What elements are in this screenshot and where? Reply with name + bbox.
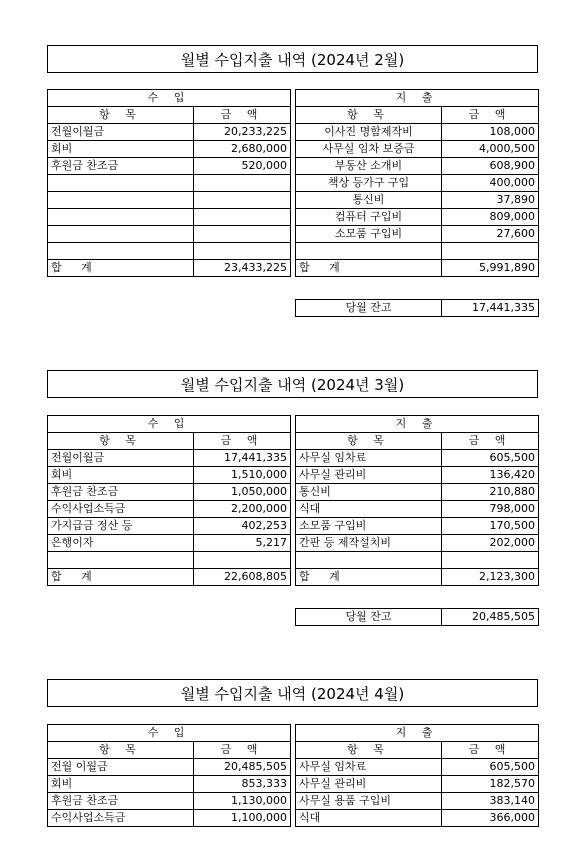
- row-item: [48, 226, 194, 243]
- income-table: [47, 724, 291, 827]
- table-row: [296, 158, 539, 175]
- income-header: 수 입: [48, 725, 291, 742]
- row-item: 사무실 임차료: [296, 450, 442, 467]
- table-row: [48, 158, 291, 175]
- row-amount: 1,050,000: [194, 484, 291, 501]
- table-row: [296, 243, 539, 260]
- row-amount: 20,485,505: [194, 759, 291, 776]
- table-row: [296, 810, 539, 827]
- row-amount: 182,570: [442, 776, 539, 793]
- row-item: 수익사업소득금: [48, 501, 194, 518]
- table-row: [48, 175, 291, 192]
- expense-header: 지 출: [296, 416, 539, 433]
- table-row: [48, 124, 291, 141]
- table-row: [48, 810, 291, 827]
- total-label: 합 계: [296, 260, 442, 277]
- table-row: [296, 124, 539, 141]
- row-item: 통신비: [296, 192, 442, 209]
- table-row: [48, 226, 291, 243]
- row-item: 부동산 소개비: [296, 158, 442, 175]
- row-item: 회비: [48, 467, 194, 484]
- row-amount: 17,441,335: [194, 450, 291, 467]
- col-item-header: 항 목: [296, 433, 442, 450]
- row-amount: 27,600: [442, 226, 539, 243]
- balance-table: [295, 299, 539, 317]
- row-item: 컴퓨터 구입비: [296, 209, 442, 226]
- section-title: 월별 수입지출 내역 (2024년 2월): [47, 45, 538, 73]
- row-amount: 1,100,000: [194, 810, 291, 827]
- col-item-header: 항 목: [48, 433, 194, 450]
- row-amount: 4,000,500: [442, 141, 539, 158]
- row-amount: 5,217: [194, 535, 291, 552]
- row-amount: [194, 192, 291, 209]
- row-item: [48, 175, 194, 192]
- total-row: [296, 569, 539, 586]
- row-amount: 608,900: [442, 158, 539, 175]
- row-amount: 37,890: [442, 192, 539, 209]
- row-item: 간판 등 제작설치비: [296, 535, 442, 552]
- row-item: 은행이자: [48, 535, 194, 552]
- section-title: 월별 수입지출 내역 (2024년 4월): [47, 679, 538, 707]
- total-row: [48, 260, 291, 277]
- expense-total: 5,991,890: [442, 260, 539, 277]
- col-item-header: 항 목: [296, 107, 442, 124]
- table-row: [48, 141, 291, 158]
- table-row: [296, 484, 539, 501]
- table-row: [296, 501, 539, 518]
- row-item: [48, 552, 194, 569]
- row-item: [48, 192, 194, 209]
- row-item: 사무실 임차료: [296, 759, 442, 776]
- row-amount: 170,500: [442, 518, 539, 535]
- col-amount-header: 금 액: [442, 107, 539, 124]
- row-item: 수익사업소득금: [48, 810, 194, 827]
- expense-header: 지 출: [296, 90, 539, 107]
- row-item: 후원금 찬조금: [48, 158, 194, 175]
- row-item: 회비: [48, 776, 194, 793]
- row-amount: 383,140: [442, 793, 539, 810]
- row-amount: 108,000: [442, 124, 539, 141]
- row-amount: 798,000: [442, 501, 539, 518]
- row-item: 후원금 찬조금: [48, 793, 194, 810]
- row-item: 회비: [48, 141, 194, 158]
- table-row: [48, 467, 291, 484]
- table-row: [48, 484, 291, 501]
- income-header: 수 입: [48, 416, 291, 433]
- balance-label: 당월 잔고: [296, 609, 442, 626]
- table-row: [296, 535, 539, 552]
- row-amount: 400,000: [442, 175, 539, 192]
- col-amount-header: 금 액: [194, 107, 291, 124]
- row-amount: [194, 209, 291, 226]
- row-amount: 366,000: [442, 810, 539, 827]
- row-amount: 2,200,000: [194, 501, 291, 518]
- row-item: 사무실 관리비: [296, 467, 442, 484]
- row-amount: [194, 552, 291, 569]
- row-amount: 605,500: [442, 450, 539, 467]
- table-row: [48, 209, 291, 226]
- row-amount: 809,000: [442, 209, 539, 226]
- table-row: [296, 450, 539, 467]
- row-amount: [442, 552, 539, 569]
- balance-label: 당월 잔고: [296, 300, 442, 317]
- total-label: 합 계: [296, 569, 442, 586]
- table-row: [296, 518, 539, 535]
- table-row: [48, 192, 291, 209]
- table-row: [296, 793, 539, 810]
- row-item: [48, 209, 194, 226]
- table-row: [48, 776, 291, 793]
- table-row: [48, 552, 291, 569]
- income-header: 수 입: [48, 90, 291, 107]
- row-amount: 20,233,225: [194, 124, 291, 141]
- table-row: [296, 192, 539, 209]
- row-item: 식대: [296, 810, 442, 827]
- table-row: [296, 552, 539, 569]
- balance-value: 20,485,505: [442, 609, 539, 626]
- row-item: 소모품 구입비: [296, 518, 442, 535]
- row-item: 전월 이월금: [48, 759, 194, 776]
- row-item: 소모품 구입비: [296, 226, 442, 243]
- row-amount: [194, 226, 291, 243]
- row-item: 식대: [296, 501, 442, 518]
- section-title: 월별 수입지출 내역 (2024년 3월): [47, 370, 538, 398]
- total-row: [48, 569, 291, 586]
- row-amount: 136,420: [442, 467, 539, 484]
- row-amount: [194, 175, 291, 192]
- table-row: [48, 450, 291, 467]
- col-amount-header: 금 액: [194, 433, 291, 450]
- table-row: [48, 243, 291, 260]
- row-amount: 1,510,000: [194, 467, 291, 484]
- total-row: [296, 260, 539, 277]
- expense-header: 지 출: [296, 725, 539, 742]
- row-item: 책상 등가구 구입: [296, 175, 442, 192]
- row-item: 전월이월금: [48, 450, 194, 467]
- row-amount: 210,880: [442, 484, 539, 501]
- income-total: 23,433,225: [194, 260, 291, 277]
- col-amount-header: 금 액: [194, 742, 291, 759]
- row-amount: 202,000: [442, 535, 539, 552]
- table-row: [48, 793, 291, 810]
- col-amount-header: 금 액: [442, 742, 539, 759]
- row-item: 이사진 명함제작비: [296, 124, 442, 141]
- balance-table: [295, 608, 539, 626]
- expense-table: [295, 89, 539, 277]
- table-row: [296, 759, 539, 776]
- row-item: 전월이월금: [48, 124, 194, 141]
- income-table: [47, 415, 291, 586]
- row-item: [296, 243, 442, 260]
- table-row: [48, 759, 291, 776]
- row-item: 가지급금 정산 등: [48, 518, 194, 535]
- row-amount: 605,500: [442, 759, 539, 776]
- row-amount: 520,000: [194, 158, 291, 175]
- row-amount: 402,253: [194, 518, 291, 535]
- col-amount-header: 금 액: [442, 433, 539, 450]
- balance-value: 17,441,335: [442, 300, 539, 317]
- table-row: [48, 518, 291, 535]
- row-amount: [194, 243, 291, 260]
- expense-table: [295, 415, 539, 586]
- row-item: [296, 552, 442, 569]
- row-item: 사무실 용품 구입비: [296, 793, 442, 810]
- table-row: [296, 776, 539, 793]
- col-item-header: 항 목: [48, 742, 194, 759]
- income-total: 22,608,805: [194, 569, 291, 586]
- total-label: 합 계: [48, 260, 194, 277]
- table-row: [48, 501, 291, 518]
- income-table: [47, 89, 291, 277]
- row-item: 사무실 관리비: [296, 776, 442, 793]
- table-row: [296, 209, 539, 226]
- total-label: 합 계: [48, 569, 194, 586]
- row-item: [48, 243, 194, 260]
- expense-table: [295, 724, 539, 827]
- table-row: [296, 226, 539, 243]
- row-item: 통신비: [296, 484, 442, 501]
- row-amount: 853,333: [194, 776, 291, 793]
- col-item-header: 항 목: [48, 107, 194, 124]
- row-item: 사무실 임차 보증금: [296, 141, 442, 158]
- col-item-header: 항 목: [296, 742, 442, 759]
- row-amount: 2,680,000: [194, 141, 291, 158]
- table-row: [48, 535, 291, 552]
- table-row: [296, 141, 539, 158]
- row-item: 후원금 찬조금: [48, 484, 194, 501]
- table-row: [296, 467, 539, 484]
- row-amount: 1,130,000: [194, 793, 291, 810]
- expense-total: 2,123,300: [442, 569, 539, 586]
- row-amount: [442, 243, 539, 260]
- table-row: [296, 175, 539, 192]
